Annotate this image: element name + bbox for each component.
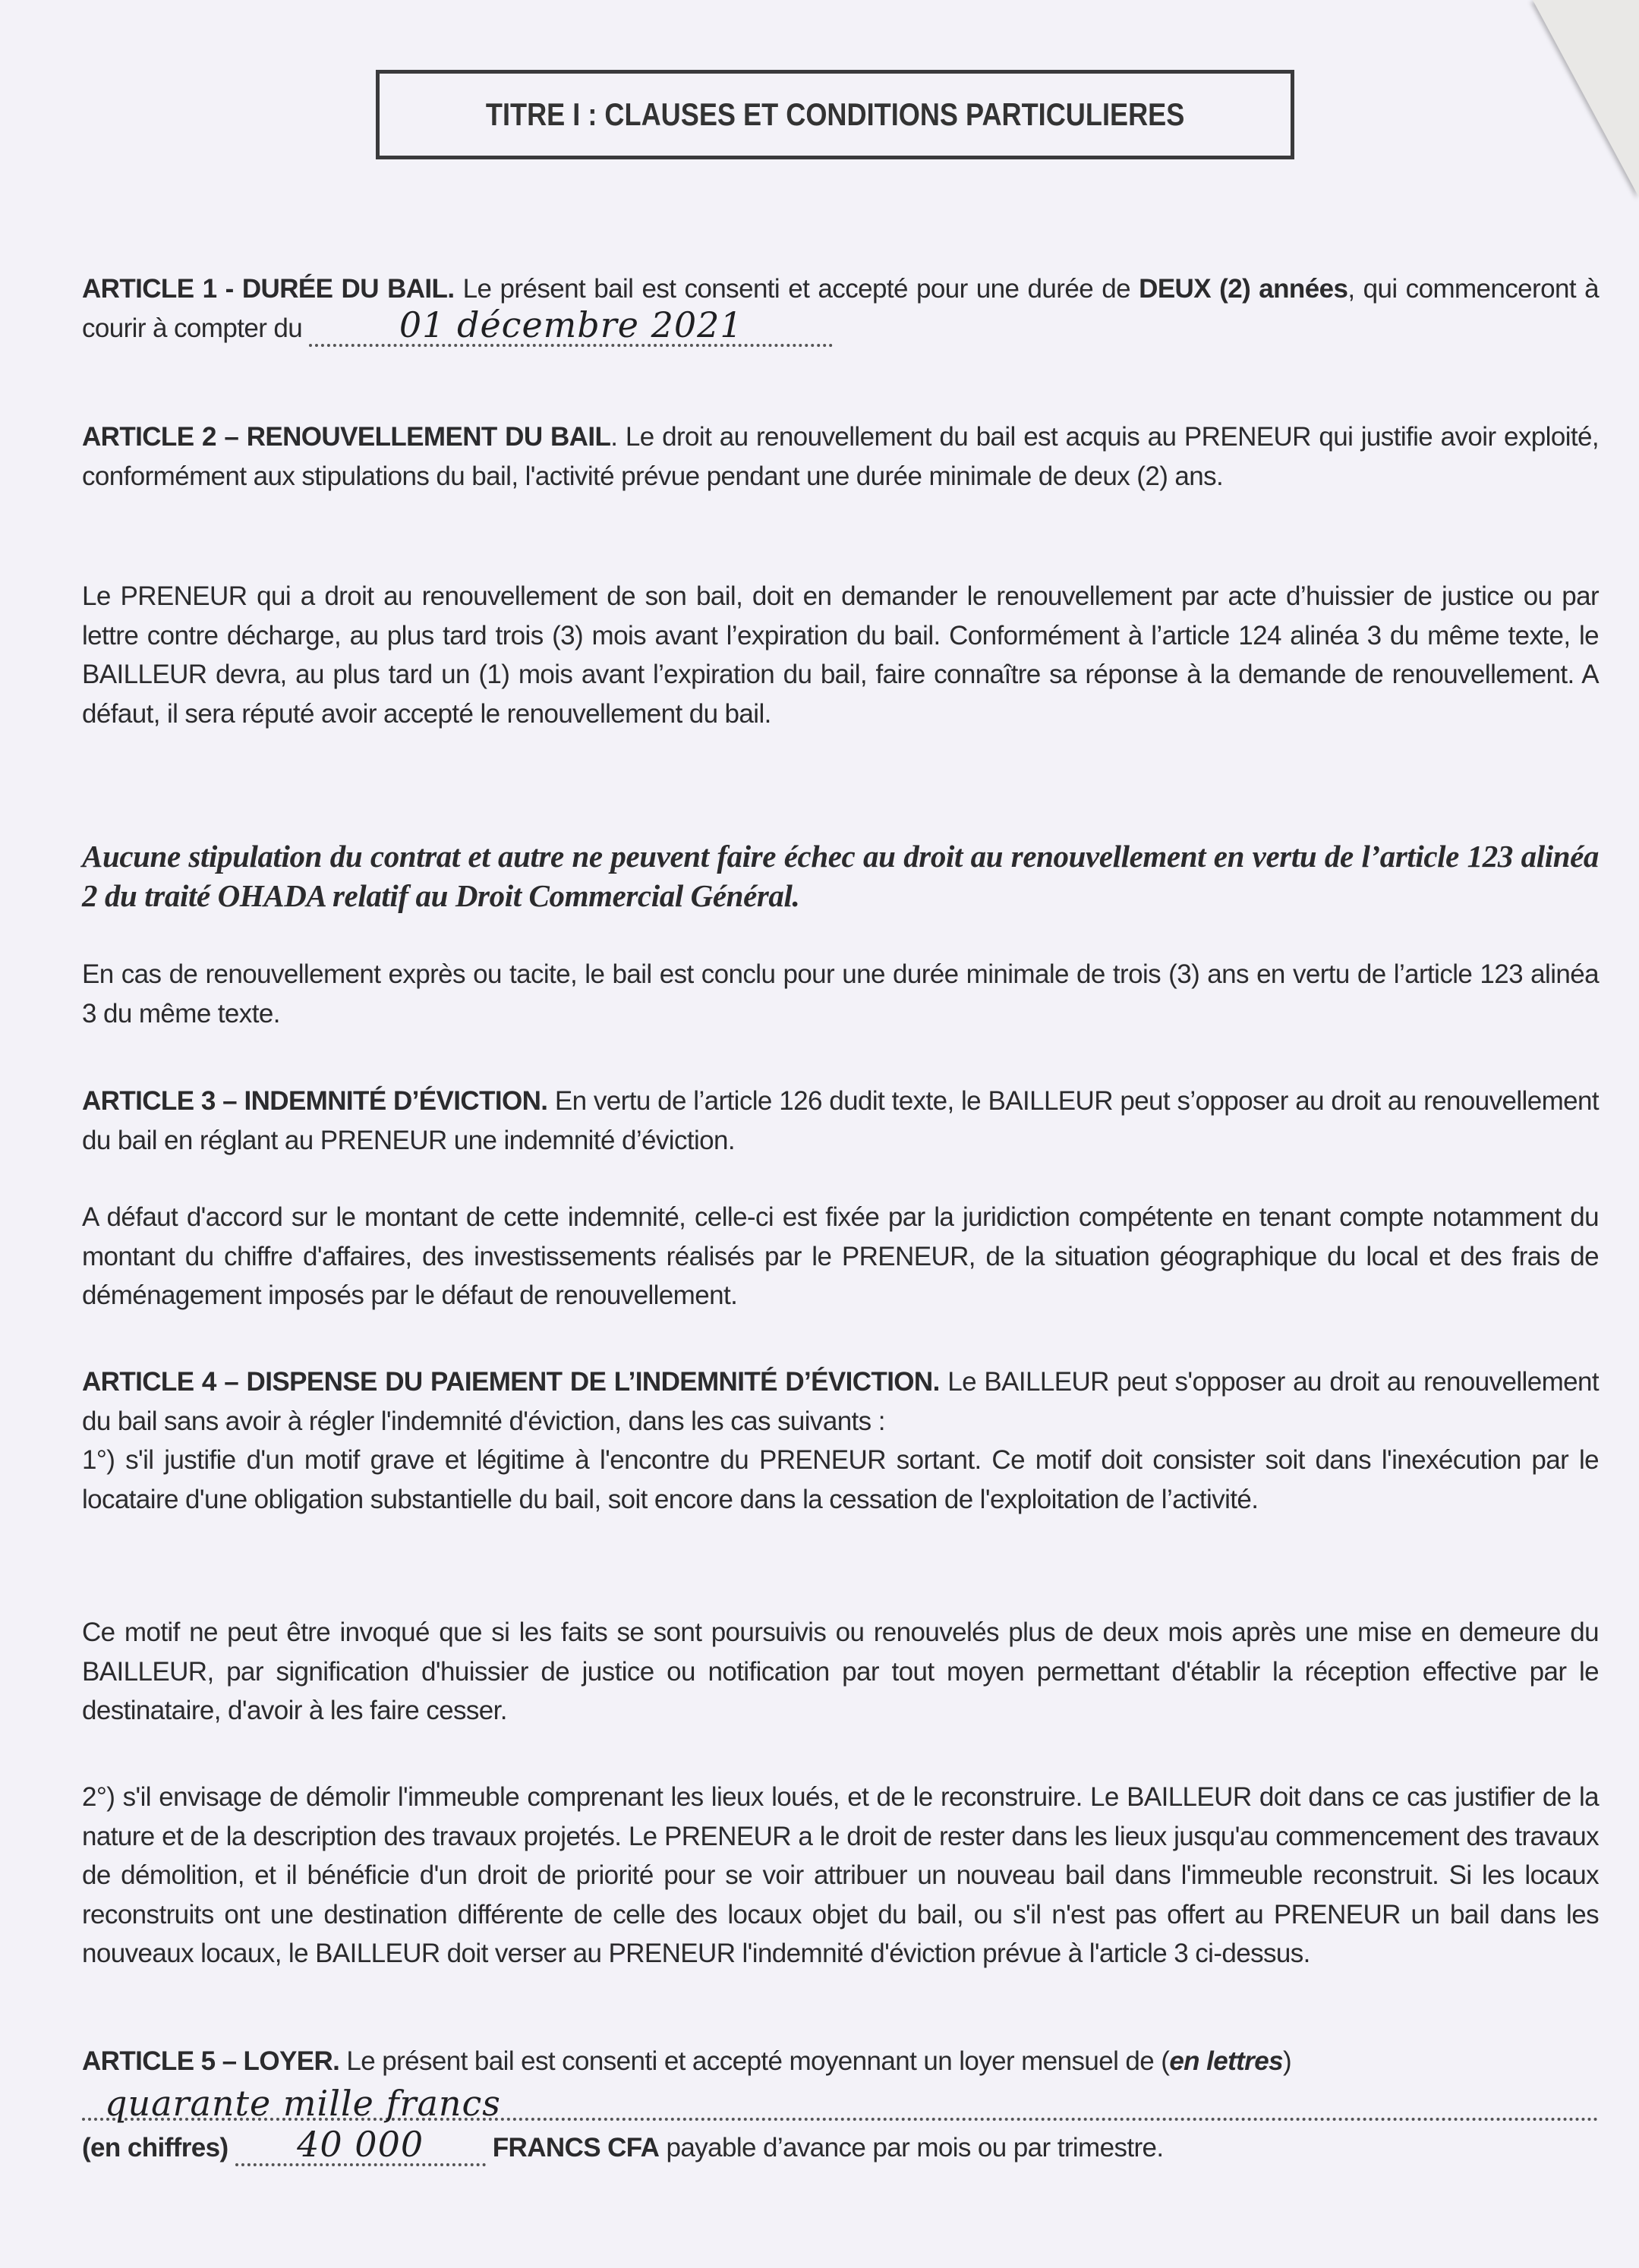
article-3 <box>82 1082 1599 1160</box>
article-4-case-1: 1°) s'il justifie d'un motif grave et légitime à l'encontre du PRENEUR sortant. Ce motif doit consister soit dans l'inexécution par le locataire d'une obligation substantielle du bail, soit encore dans la cessation de l'exploitation de l’activité. <box>82 1445 1599 1514</box>
article-2-paragraph-3: En cas de renouvellement exprès ou tacite, le bail est conclu pour une durée minimale de trois (3) ans en vertu de l’article 123 alinéa 3 du même texte. <box>82 959 1599 1028</box>
article-3-heading: ARTICLE 3 – INDEMNITÉ D’ÉVICTION. <box>82 1086 548 1116</box>
section-title-box <box>376 70 1294 159</box>
article-4-case-2: 2°) s'il envisage de démolir l'immeuble comprenant les lieux loués, et de le reconstruire. Le BAILLEUR doit dans ce cas justifier de la nature et de la description des travaux projetés. Le PRENEUR a le droit de rester dans les lieux jusqu'au commencement des travaux de démolition, et il bénéficie d'un droit de priorité pour se voir attribuer un nouveau bail dans l'immeuble reconstruit. Si les locaux reconstruits ont une destination différente de celle des locaux objet du bail, ou s'il n'est pas offert au PRENEUR un bail dans les nouveaux locaux, le BAILLEUR doit verser au PRENEUR l'indemnité d'éviction prévue à l'article 3 ci-dessus. <box>82 1782 1599 1968</box>
article-1-text: Le présent bail est consenti et accepté pour une durée de <box>454 274 1139 304</box>
in-figures-label: (en chiffres) <box>82 2132 229 2162</box>
article-1-heading: ARTICLE 1 - DURÉE DU BAIL. <box>82 274 455 304</box>
article-4-text: Le BAILLEUR peut s'opposer au droit au renouvellement du bail sans avoir à régler l'indemnité d'éviction, dans les cas suivants : <box>82 1367 1600 1436</box>
article-1 <box>82 269 1599 348</box>
start-date-handwritten: 01 décembre 2021 <box>399 304 743 345</box>
article-4 <box>82 1362 1599 1441</box>
article-1-text-b: , qui commenceront à courir à compter du <box>82 274 1599 343</box>
article-2-text: . Le droit au renouvellement du bail est acquis au PRENEUR qui justifie avoir exploité, conformément aux stipulations du bail, l'activité prévue pendant une durée minimale de deux (2) ans. <box>82 422 1599 491</box>
article-5-text-close: ) <box>1282 2046 1291 2076</box>
rent-in-figures-field[interactable] <box>235 2123 486 2166</box>
article-3-text: En vertu de l’article 126 dudit texte, le BAILLEUR peut s’opposer au droit au renouvellement du bail en réglant au PRENEUR une indemnité d’éviction. <box>82 1086 1599 1155</box>
article-2-emphasis: Aucune stipulation du contrat et autre ne peuvent faire échec au droit au renouvellement en vertu de l’article 123 alinéa 2 du traité OHADA relatif au Droit Commercial Général. <box>82 839 1599 913</box>
rent-in-letters-field[interactable] <box>82 2082 1599 2124</box>
article-1-duration: DEUX (2) années <box>1139 274 1348 304</box>
rent-in-figures-line <box>82 2123 1599 2168</box>
article-5 <box>82 2042 1599 2167</box>
article-3-paragraph-2: A défaut d'accord sur le montant de cette indemnité, celle-ci est fixée par la juridiction compétente en tenant compte notamment du montant du chiffre d'affaires, des investissements réalisés par le PRENEUR, de la situation géographique du local et des frais de déménagement imposés par le défaut de renouvellement. <box>82 1202 1599 1310</box>
article-2-heading: ARTICLE 2 – RENOUVELLEMENT DU BAIL <box>82 422 611 452</box>
rent-in-letters-handwritten: quarante mille francs <box>105 2082 501 2124</box>
article-2 <box>82 417 1599 496</box>
start-date-field[interactable] <box>309 304 833 347</box>
article-4-paragraph-2: Ce motif ne peut être invoqué que si les faits se sont poursuivis ou renouvelés plus de deux mois après une mise en demeure du BAILLEUR, par signification d'huissier de justice ou notification par tout moyen permettant d'établir la réception effective par le destinataire, d'avoir à les faire cesser. <box>82 1618 1599 1725</box>
article-5-text: Le présent bail est consenti et accepté moyennant un loyer mensuel de ( <box>339 2046 1170 2076</box>
article-2-paragraph-2: Le PRENEUR qui a droit au renouvellement de son bail, doit en demander le renouvellement par acte d’huissier de justice ou par lettre contre décharge, au plus tard trois (3) mois avant l’expiration du bail. Conformément à l’article 124 alinéa 3 du même texte, le BAILLEUR devra, au plus tard un (1) mois avant l’expiration du bail, faire connaître sa réponse à la demande de renouvellement. A défaut, il sera réputé avoir accepté le renouvellement du bail. <box>82 581 1599 729</box>
payment-terms: payable d’avance par mois ou par trimestre. <box>659 2132 1164 2162</box>
article-4-heading: ARTICLE 4 – DISPENSE DU PAIEMENT DE L’INDEMNITÉ D’ÉVICTION. <box>82 1367 940 1397</box>
section-title: TITRE I : CLAUSES ET CONDITIONS PARTICULIERES <box>485 96 1185 132</box>
currency-label: FRANCS CFA <box>492 2132 660 2162</box>
in-letters-label: en lettres <box>1169 2046 1283 2076</box>
article-5-heading: ARTICLE 5 – LOYER. <box>82 2046 340 2076</box>
rent-in-figures-handwritten: 40 000 <box>297 2123 424 2165</box>
page-folded-corner <box>1533 0 1639 197</box>
